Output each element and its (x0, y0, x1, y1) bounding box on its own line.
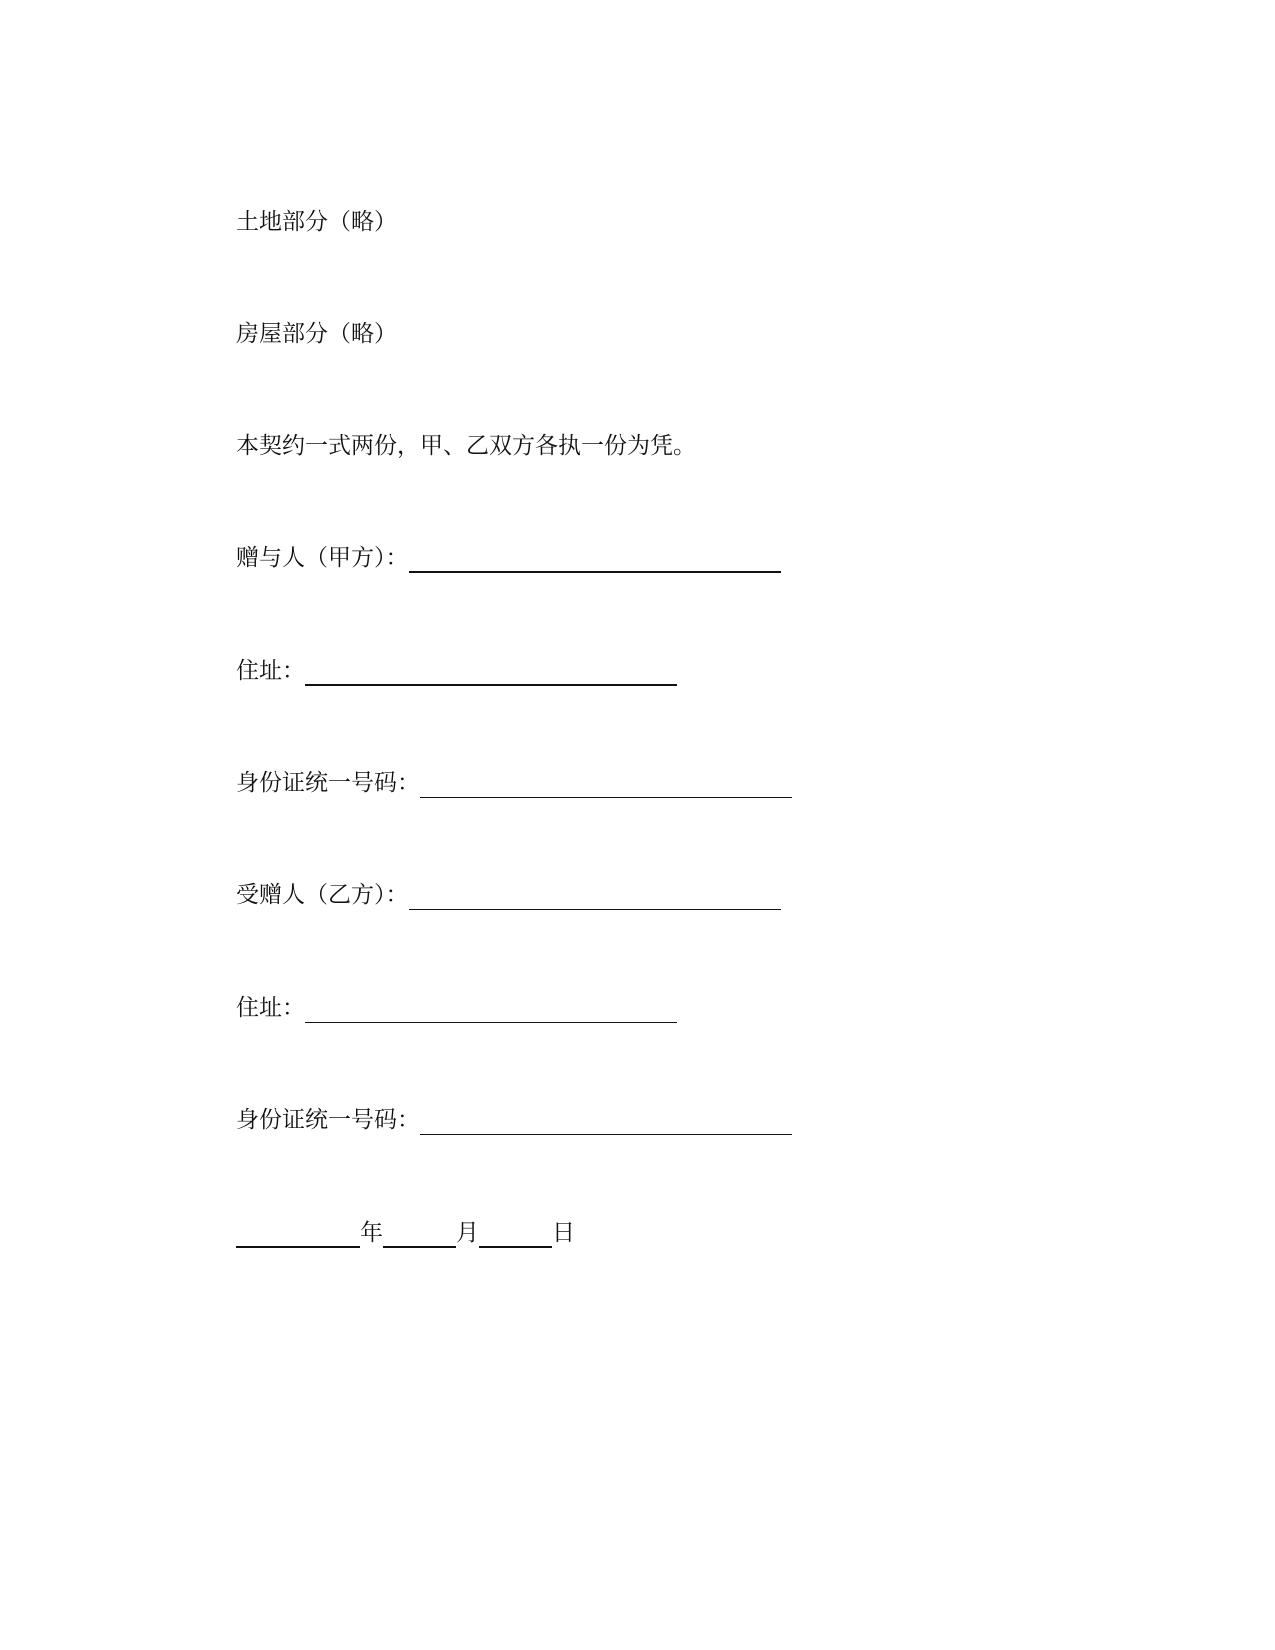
donor-address-line (236, 656, 677, 686)
house-section (236, 319, 397, 349)
donor-name-blank[interactable] (409, 547, 781, 573)
donee-address-blank[interactable] (305, 998, 677, 1023)
donee-address-line (236, 993, 677, 1023)
donee-id-line (236, 1105, 792, 1135)
day-label: 日 (552, 1220, 575, 1246)
donor-line (236, 543, 781, 573)
donor-id-blank[interactable] (420, 773, 792, 798)
date-line (236, 1218, 575, 1248)
donee-id-label: 身份证统一号码： (236, 1107, 420, 1133)
month-label: 月 (456, 1220, 479, 1246)
copies-statement-text: 本契约一式两份，甲、乙双方各执一份为凭。 (236, 433, 696, 459)
donor-id-label: 身份证统一号码： (236, 770, 420, 796)
donor-address-label: 住址： (236, 658, 305, 684)
year-label: 年 (360, 1220, 383, 1246)
day-blank[interactable] (479, 1222, 552, 1248)
donee-label: 受赠人（乙方）： (236, 882, 409, 908)
donee-id-blank[interactable] (420, 1110, 792, 1135)
house-section-text: 房屋部分（略） (236, 321, 397, 347)
year-blank[interactable] (236, 1222, 360, 1248)
copies-statement (236, 431, 696, 461)
donor-id-line (236, 768, 792, 798)
donee-address-label: 住址： (236, 995, 305, 1021)
donee-line (236, 880, 781, 910)
month-blank[interactable] (383, 1222, 456, 1248)
land-section-text: 土地部分（略） (236, 209, 397, 235)
donor-label: 赠与人（甲方）： (236, 545, 409, 571)
land-section (236, 207, 397, 237)
donor-address-blank[interactable] (305, 660, 677, 686)
donee-name-blank[interactable] (409, 885, 781, 910)
